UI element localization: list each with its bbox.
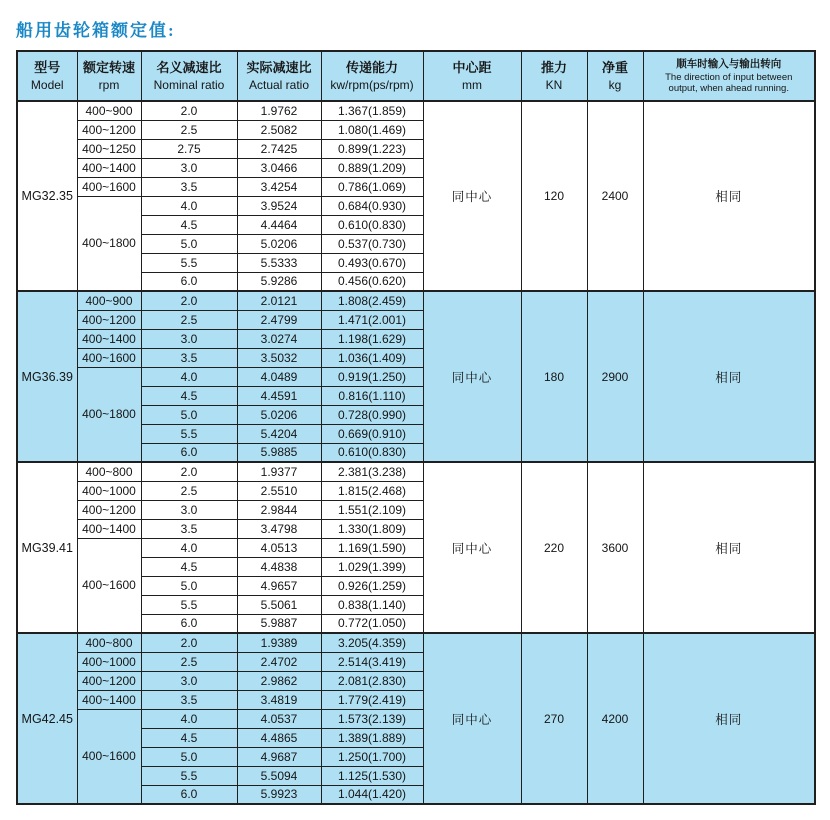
table-header <box>17 51 815 101</box>
cell-rated-rpm: 400~1400 <box>77 519 141 538</box>
cell-center-distance: 同中心 <box>423 462 521 633</box>
cell-actual-ratio: 5.9885 <box>237 443 321 462</box>
cell-nominal-ratio: 3.0 <box>141 158 237 177</box>
cell-direction: 相同 <box>643 462 815 633</box>
cell-capacity: 0.669(0.910) <box>321 424 423 443</box>
cell-rated-rpm: 400~1000 <box>77 652 141 671</box>
col-header-model-en: Model <box>30 77 64 92</box>
cell-capacity: 1.080(1.469) <box>321 120 423 139</box>
cell-rated-rpm: 400~800 <box>77 633 141 652</box>
cell-center-distance: 同中心 <box>423 633 521 804</box>
table-row <box>17 633 815 652</box>
cell-capacity: 1.808(2.459) <box>321 291 423 310</box>
cell-actual-ratio: 4.4464 <box>237 215 321 234</box>
cell-nominal-ratio: 4.0 <box>141 196 237 215</box>
col-header-rpm-en: rpm <box>98 77 120 92</box>
cell-nominal-ratio: 2.5 <box>141 120 237 139</box>
cell-thrust: 270 <box>521 633 587 804</box>
cell-rated-rpm: 400~1600 <box>77 348 141 367</box>
cell-actual-ratio: 3.4254 <box>237 177 321 196</box>
cell-nominal-ratio: 3.0 <box>141 500 237 519</box>
col-header-actual-zh: 实际减速比 <box>246 60 312 76</box>
cell-actual-ratio: 3.4798 <box>237 519 321 538</box>
cell-weight: 2400 <box>587 101 643 291</box>
cell-actual-ratio: 5.0206 <box>237 234 321 253</box>
cell-nominal-ratio: 4.0 <box>141 538 237 557</box>
col-header-capacity-en: kw/rpm(ps/rpm) <box>330 77 414 92</box>
cell-capacity: 0.889(1.209) <box>321 158 423 177</box>
cell-capacity: 1.551(2.109) <box>321 500 423 519</box>
cell-actual-ratio: 4.0537 <box>237 709 321 728</box>
cell-actual-ratio: 2.5082 <box>237 120 321 139</box>
cell-rated-rpm: 400~1200 <box>77 671 141 690</box>
cell-nominal-ratio: 3.0 <box>141 329 237 348</box>
cell-capacity: 1.250(1.700) <box>321 747 423 766</box>
cell-rated-rpm: 400~1400 <box>77 158 141 177</box>
cell-capacity: 0.816(1.110) <box>321 386 423 405</box>
col-header-center-zh: 中心距 <box>452 60 492 76</box>
cell-nominal-ratio: 2.5 <box>141 481 237 500</box>
cell-capacity: 0.610(0.830) <box>321 215 423 234</box>
cell-capacity: 1.036(1.409) <box>321 348 423 367</box>
cell-nominal-ratio: 5.0 <box>141 405 237 424</box>
cell-capacity: 2.514(3.419) <box>321 652 423 671</box>
col-header-thrust-en: KN <box>545 77 563 92</box>
cell-rated-rpm: 400~1600 <box>77 177 141 196</box>
cell-capacity: 1.471(2.001) <box>321 310 423 329</box>
cell-capacity: 1.367(1.859) <box>321 101 423 120</box>
cell-actual-ratio: 4.9657 <box>237 576 321 595</box>
cell-nominal-ratio: 3.5 <box>141 348 237 367</box>
col-header-capacity <box>321 51 423 101</box>
cell-nominal-ratio: 2.5 <box>141 310 237 329</box>
gearbox-ratings-table <box>16 50 816 805</box>
cell-nominal-ratio: 5.0 <box>141 234 237 253</box>
cell-actual-ratio: 4.0513 <box>237 538 321 557</box>
cell-actual-ratio: 3.9524 <box>237 196 321 215</box>
cell-direction: 相同 <box>643 291 815 462</box>
col-header-direction-zh: 顺车时输入与输出转向 <box>676 58 782 71</box>
cell-nominal-ratio: 6.0 <box>141 443 237 462</box>
cell-actual-ratio: 2.9844 <box>237 500 321 519</box>
cell-actual-ratio: 2.4702 <box>237 652 321 671</box>
cell-model: MG39.41 <box>17 462 77 633</box>
cell-actual-ratio: 5.9923 <box>237 785 321 804</box>
table-row <box>17 462 815 481</box>
cell-nominal-ratio: 3.5 <box>141 690 237 709</box>
cell-nominal-ratio: 5.5 <box>141 424 237 443</box>
cell-rated-rpm: 400~1600 <box>77 709 141 804</box>
col-header-nominal-ratio <box>141 51 237 101</box>
cell-capacity: 3.205(4.359) <box>321 633 423 652</box>
cell-center-distance: 同中心 <box>423 101 521 291</box>
cell-actual-ratio: 3.0274 <box>237 329 321 348</box>
cell-actual-ratio: 3.0466 <box>237 158 321 177</box>
cell-actual-ratio: 5.0206 <box>237 405 321 424</box>
cell-rated-rpm: 400~1400 <box>77 329 141 348</box>
cell-rated-rpm: 400~1800 <box>77 196 141 291</box>
cell-rated-rpm: 400~1800 <box>77 367 141 462</box>
cell-capacity: 1.029(1.399) <box>321 557 423 576</box>
col-header-model-zh: 型号 <box>34 60 61 76</box>
cell-nominal-ratio: 2.5 <box>141 652 237 671</box>
cell-rated-rpm: 400~1250 <box>77 139 141 158</box>
cell-nominal-ratio: 2.0 <box>141 633 237 652</box>
cell-nominal-ratio: 3.5 <box>141 177 237 196</box>
cell-nominal-ratio: 4.5 <box>141 728 237 747</box>
col-header-thrust <box>521 51 587 101</box>
cell-nominal-ratio: 4.5 <box>141 386 237 405</box>
cell-nominal-ratio: 5.0 <box>141 747 237 766</box>
cell-capacity: 0.684(0.930) <box>321 196 423 215</box>
cell-actual-ratio: 2.9862 <box>237 671 321 690</box>
cell-nominal-ratio: 2.0 <box>141 462 237 481</box>
cell-rated-rpm: 400~900 <box>77 291 141 310</box>
cell-capacity: 1.573(2.139) <box>321 709 423 728</box>
col-header-weight-zh: 净重 <box>601 60 628 76</box>
cell-actual-ratio: 5.5061 <box>237 595 321 614</box>
col-header-center-en: mm <box>462 77 482 92</box>
cell-actual-ratio: 4.4865 <box>237 728 321 747</box>
cell-capacity: 0.786(1.069) <box>321 177 423 196</box>
cell-capacity: 0.838(1.140) <box>321 595 423 614</box>
col-header-nominal-zh: 名义减速比 <box>156 60 222 76</box>
cell-actual-ratio: 2.4799 <box>237 310 321 329</box>
col-header-direction-en2: output, when ahead running. <box>668 83 789 95</box>
cell-rated-rpm: 400~900 <box>77 101 141 120</box>
col-header-weight <box>587 51 643 101</box>
cell-actual-ratio: 4.9687 <box>237 747 321 766</box>
cell-capacity: 0.728(0.990) <box>321 405 423 424</box>
cell-actual-ratio: 1.9762 <box>237 101 321 120</box>
cell-capacity: 1.125(1.530) <box>321 766 423 785</box>
cell-rated-rpm: 400~1400 <box>77 690 141 709</box>
cell-capacity: 0.537(0.730) <box>321 234 423 253</box>
cell-nominal-ratio: 4.5 <box>141 215 237 234</box>
cell-rated-rpm: 400~1200 <box>77 500 141 519</box>
col-header-rpm <box>77 51 141 101</box>
cell-thrust: 220 <box>521 462 587 633</box>
cell-capacity: 1.330(1.809) <box>321 519 423 538</box>
col-header-capacity-zh: 传递能力 <box>345 60 398 76</box>
header-row <box>17 51 815 101</box>
cell-model: MG32.35 <box>17 101 77 291</box>
cell-actual-ratio: 2.7425 <box>237 139 321 158</box>
cell-nominal-ratio: 5.5 <box>141 253 237 272</box>
cell-actual-ratio: 5.9286 <box>237 272 321 291</box>
cell-rated-rpm: 400~800 <box>77 462 141 481</box>
cell-actual-ratio: 3.5032 <box>237 348 321 367</box>
table-row <box>17 101 815 120</box>
cell-actual-ratio: 5.4204 <box>237 424 321 443</box>
cell-rated-rpm: 400~1000 <box>77 481 141 500</box>
cell-actual-ratio: 5.9887 <box>237 614 321 633</box>
cell-thrust: 120 <box>521 101 587 291</box>
cell-capacity: 0.610(0.830) <box>321 443 423 462</box>
table-body <box>17 101 815 804</box>
cell-capacity: 1.169(1.590) <box>321 538 423 557</box>
cell-actual-ratio: 5.5333 <box>237 253 321 272</box>
page-title: 船用齿轮箱额定值: <box>16 21 176 40</box>
cell-actual-ratio: 5.5094 <box>237 766 321 785</box>
col-header-actual-en: Actual ratio <box>248 77 310 92</box>
cell-nominal-ratio: 6.0 <box>141 785 237 804</box>
cell-capacity: 1.389(1.889) <box>321 728 423 747</box>
cell-nominal-ratio: 5.5 <box>141 766 237 785</box>
cell-nominal-ratio: 5.5 <box>141 595 237 614</box>
cell-actual-ratio: 4.4838 <box>237 557 321 576</box>
table-row <box>17 291 815 310</box>
col-header-actual-ratio <box>237 51 321 101</box>
cell-nominal-ratio: 5.0 <box>141 576 237 595</box>
cell-capacity: 1.198(1.629) <box>321 329 423 348</box>
cell-model: MG36.39 <box>17 291 77 462</box>
cell-nominal-ratio: 2.0 <box>141 101 237 120</box>
cell-model: MG42.45 <box>17 633 77 804</box>
cell-nominal-ratio: 4.5 <box>141 557 237 576</box>
cell-actual-ratio: 2.5510 <box>237 481 321 500</box>
cell-nominal-ratio: 2.75 <box>141 139 237 158</box>
cell-rated-rpm: 400~1200 <box>77 120 141 139</box>
cell-thrust: 180 <box>521 291 587 462</box>
col-header-center-distance <box>423 51 521 101</box>
cell-actual-ratio: 3.4819 <box>237 690 321 709</box>
cell-capacity: 0.899(1.223) <box>321 139 423 158</box>
cell-direction: 相同 <box>643 101 815 291</box>
col-header-thrust-zh: 推力 <box>540 60 567 76</box>
cell-rated-rpm: 400~1600 <box>77 538 141 633</box>
cell-nominal-ratio: 6.0 <box>141 272 237 291</box>
cell-capacity: 0.456(0.620) <box>321 272 423 291</box>
cell-nominal-ratio: 4.0 <box>141 709 237 728</box>
cell-capacity: 0.926(1.259) <box>321 576 423 595</box>
cell-nominal-ratio: 6.0 <box>141 614 237 633</box>
cell-actual-ratio: 1.9389 <box>237 633 321 652</box>
cell-capacity: 1.815(2.468) <box>321 481 423 500</box>
cell-nominal-ratio: 2.0 <box>141 291 237 310</box>
cell-nominal-ratio: 4.0 <box>141 367 237 386</box>
cell-center-distance: 同中心 <box>423 291 521 462</box>
cell-actual-ratio: 4.0489 <box>237 367 321 386</box>
cell-capacity: 2.081(2.830) <box>321 671 423 690</box>
col-header-rpm-zh: 额定转速 <box>82 60 135 76</box>
cell-capacity: 1.044(1.420) <box>321 785 423 804</box>
col-header-direction-en1: The direction of input between <box>665 71 793 83</box>
col-header-direction <box>643 51 815 101</box>
cell-nominal-ratio: 3.5 <box>141 519 237 538</box>
cell-capacity: 0.772(1.050) <box>321 614 423 633</box>
cell-rated-rpm: 400~1200 <box>77 310 141 329</box>
cell-nominal-ratio: 3.0 <box>141 671 237 690</box>
cell-weight: 3600 <box>587 462 643 633</box>
cell-actual-ratio: 2.0121 <box>237 291 321 310</box>
cell-direction: 相同 <box>643 633 815 804</box>
cell-capacity: 0.919(1.250) <box>321 367 423 386</box>
cell-actual-ratio: 4.4591 <box>237 386 321 405</box>
cell-weight: 2900 <box>587 291 643 462</box>
cell-weight: 4200 <box>587 633 643 804</box>
col-header-weight-en: kg <box>608 77 622 92</box>
cell-capacity: 0.493(0.670) <box>321 253 423 272</box>
cell-capacity: 1.779(2.419) <box>321 690 423 709</box>
cell-actual-ratio: 1.9377 <box>237 462 321 481</box>
col-header-nominal-en: Nominal ratio <box>153 77 225 92</box>
cell-capacity: 2.381(3.238) <box>321 462 423 481</box>
col-header-model <box>17 51 77 101</box>
